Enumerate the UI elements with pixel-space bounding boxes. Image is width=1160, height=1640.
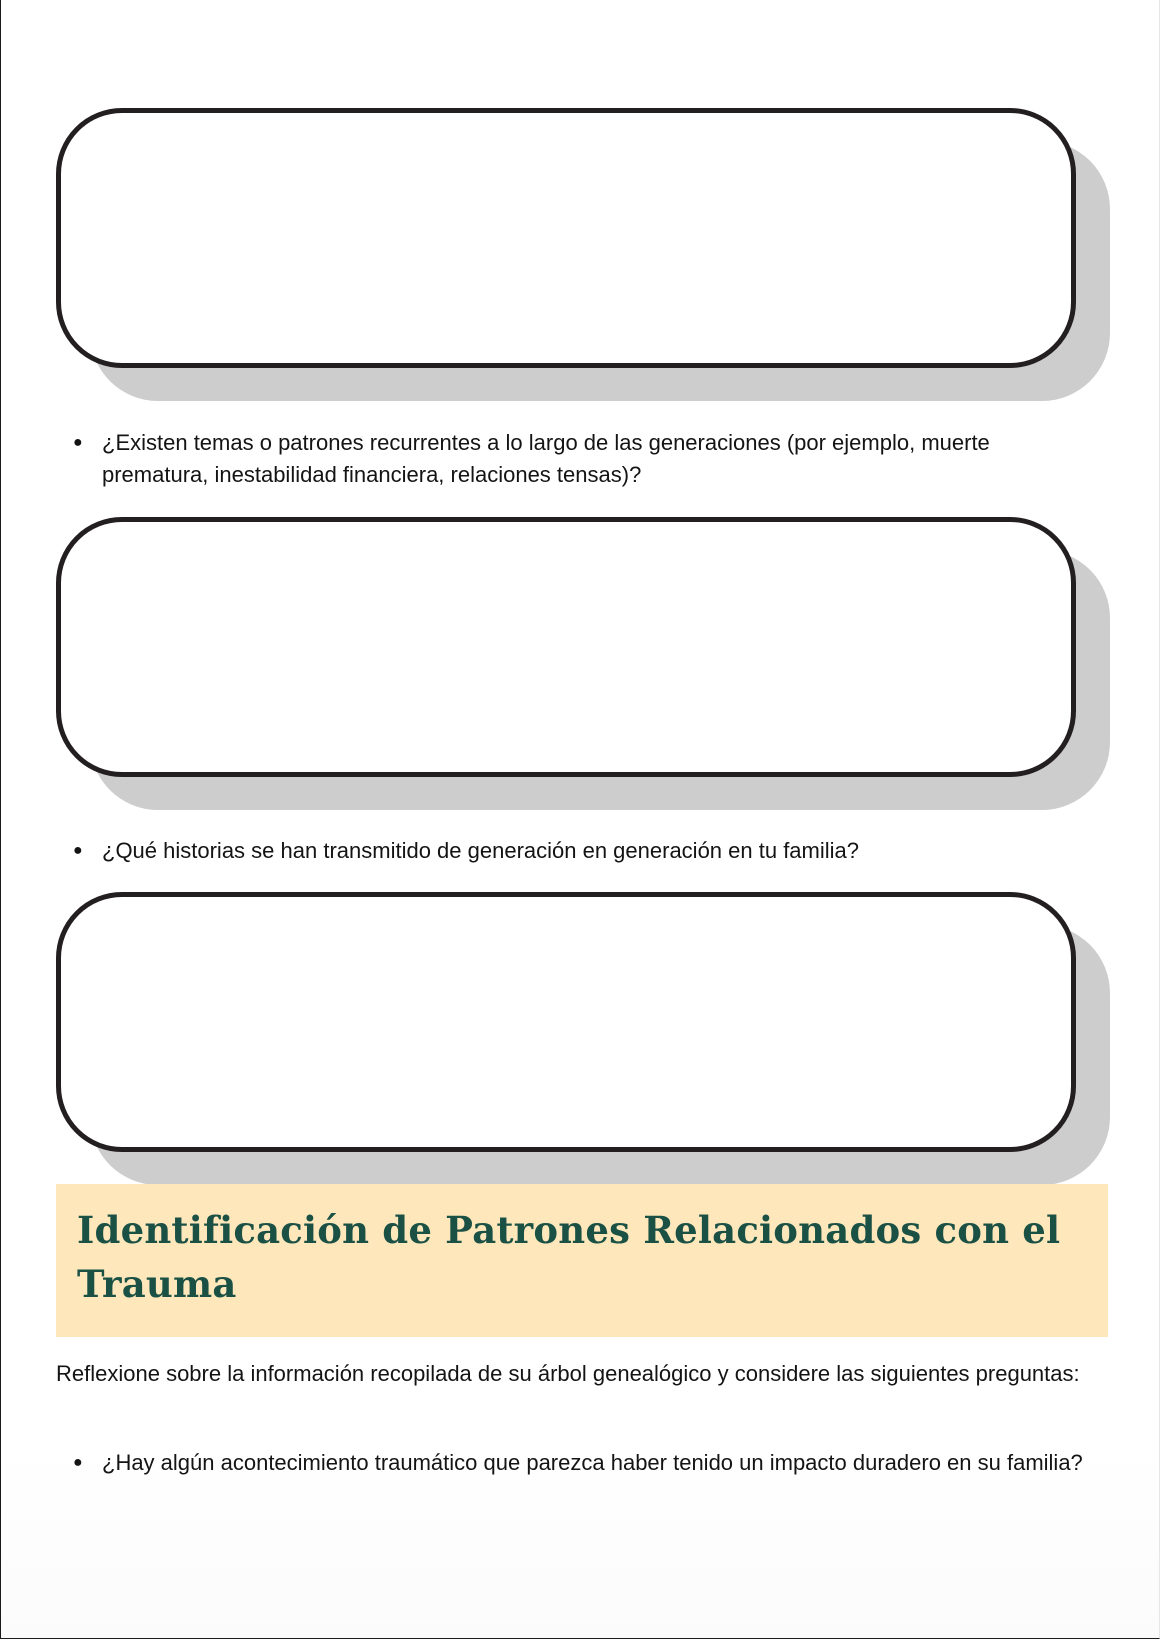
bullet-icon: ●	[73, 842, 83, 859]
answer-box[interactable]	[56, 892, 1076, 1152]
question-text: ¿Hay algún acontecimiento traumático que parezca haber tenido un impacto duradero en su familia?	[102, 1450, 1083, 1475]
bullet-icon: ●	[73, 1454, 83, 1471]
answer-box[interactable]	[56, 108, 1076, 368]
answer-box-frame[interactable]	[56, 108, 1076, 368]
question-item	[73, 835, 1083, 867]
question-item	[73, 1447, 1083, 1479]
answer-box[interactable]	[56, 517, 1076, 777]
bullet-icon: ●	[73, 434, 83, 451]
question-item	[73, 427, 1083, 491]
answer-box-frame[interactable]	[56, 892, 1076, 1152]
question-text: ¿Existen temas o patrones recurrentes a lo largo de las generaciones (por ejemplo, muerte prematura, inestabilidad financiera, relaciones tensas)?	[102, 430, 990, 487]
question-text: ¿Qué historias se han transmitido de generación en generación en tu familia?	[102, 838, 860, 863]
answer-box-frame[interactable]	[56, 517, 1076, 777]
section-intro: Reflexione sobre la información recopilada de su árbol genealógico y considere las siguientes preguntas:	[56, 1361, 1080, 1386]
section-title: Identificación de Patrones Relacionados con el Trauma	[77, 1208, 1061, 1306]
section-heading-banner	[56, 1184, 1108, 1337]
